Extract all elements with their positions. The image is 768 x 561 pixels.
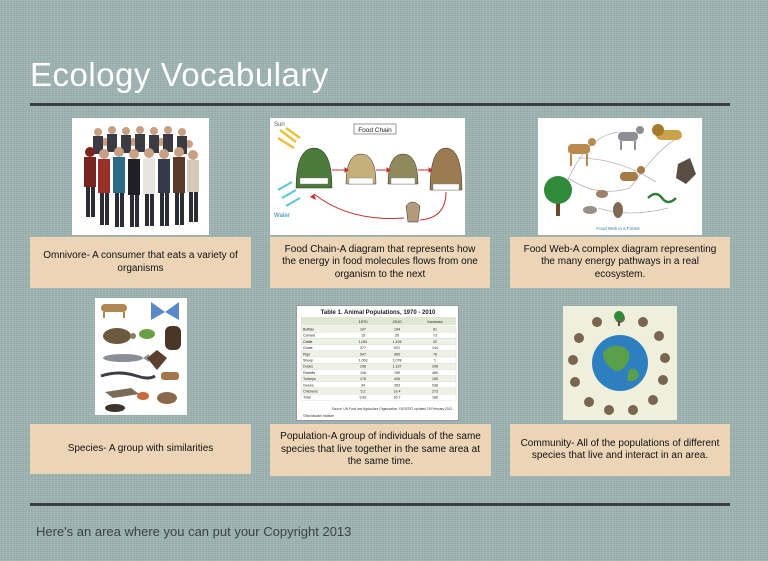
table-cell-label: Buffalo [303,327,315,332]
table-header-1970: 1970 [358,319,368,324]
table-cell-label: Ducks [303,364,313,369]
food-chain-title: Food Chain [358,127,392,134]
table-cell-value: 194 [394,327,400,332]
table-source: Source: UN Food and Agriculture Organization, FAOSTAT, updated 29 February 2012. [331,407,453,411]
table-cell-value: 176 [360,377,366,382]
table-cell-label: Pigs [303,352,310,357]
crab-icon [137,392,149,400]
footer-rule [30,503,730,506]
table-cell-value: 298 [432,364,438,369]
table-cell-value: 136 [360,370,366,375]
table-cell-value: 1,078 [392,358,402,363]
table-cell-label: Camels [303,333,316,338]
table-cell-value: 1,426 [392,339,402,344]
table-cell-value: 377 [360,346,366,351]
table-cell-value: 938 [432,383,438,388]
owl-icon [613,202,623,218]
frog-icon [139,329,155,339]
table-cell-value: 76 [433,352,437,357]
table-cell-label: Goats [303,346,313,351]
table-cell-value: 144 [432,346,438,351]
table-cell-value: 921 [394,346,400,351]
table-cell-label: Rabbits [303,370,316,375]
table-cell-value: 155 [432,377,438,382]
food-web-diagram [538,118,702,235]
table-cell-value: 180 [432,395,438,400]
title-underline [30,103,730,106]
species-caption: Species- A group with similarities [30,424,251,474]
table-cell-value: 480 [432,370,438,375]
copyright-footer: Here's an area where you can put your Copyright 2013 [36,524,352,539]
water-label: Water [274,213,290,219]
table-cell-label: Turkeys [303,377,316,382]
table-cell-value: 5.2 [360,389,366,394]
table-header-2010: 2010 [392,319,402,324]
table-cell-value: 449 [394,377,400,382]
bear-icon [165,326,181,350]
food-web-label: Food Web in a Forest [596,226,640,231]
table-cell-value: 15 [361,333,365,338]
table-cell-value: 1 [434,358,436,363]
table-cell-value: 1,081 [358,339,368,344]
table-cell-label: Chickens [303,389,318,394]
omnivore-image [72,118,209,235]
table-credit: ©Worldwatch Institute [303,414,334,418]
table-title: Table 1. Animal Populations, 1970 - 2010 [320,310,436,316]
table-cell-label: Total [303,395,311,400]
mole-icon [105,404,125,412]
table-cell-value: 547 [360,352,366,357]
table-cell-label: Geese [303,383,314,388]
table-cell-value: 1,187 [392,364,402,369]
omnivore-caption: Omnivore- A consumer that eats a variety of organisms [30,237,251,288]
table-cell-value: 789 [394,370,400,375]
globe-icon [592,335,648,391]
table-cell-value: 73 [433,333,437,338]
table-cell-value: 32 [433,339,437,344]
table-cell-value: 298 [360,364,366,369]
species-image [95,298,187,415]
rabbit-icon [596,190,608,198]
table-cell-value: 273 [432,389,438,394]
deer-icon [161,372,179,380]
population-table [296,305,459,421]
population-caption: Population-A group of individuals of the same species that live together in the same area at the same time. [270,424,491,476]
table-cell-value: 107 [360,327,366,332]
table-cell-value: 81 [433,327,437,332]
food-web-caption: Food Web-A complex diagram representing the many energy pathways in a real ecosystem. [510,237,730,288]
community-image [563,306,677,420]
table-header-increase: Increase [427,319,443,324]
table-cell-value: 26.7 [393,395,401,400]
food-chain-caption: Food Chain-A diagram that represents how the energy in food molecules flows from one organism to the next [270,237,490,288]
food-chain-diagram [270,118,465,235]
table-cell-value: 19.4 [393,389,401,394]
table-cell-value: 353 [394,383,400,388]
table-cell-value: 9.82 [359,395,367,400]
community-caption: Community- All of the populations of different species that live and interact in an area. [510,424,730,476]
table-row [301,357,456,363]
bird-icon [157,392,177,404]
sun-label: Sun [274,122,285,128]
slide-title: Ecology Vocabulary [30,56,329,93]
table-cell-value: 1,063 [358,358,368,363]
table-cell-value: 26 [395,333,399,338]
table-cell-value: 965 [394,352,400,357]
table-cell-label: Sheep [303,358,314,363]
mouse-icon [583,206,597,214]
table-cell-value: 34 [361,383,365,388]
table-cell-label: Cattle [303,339,313,344]
